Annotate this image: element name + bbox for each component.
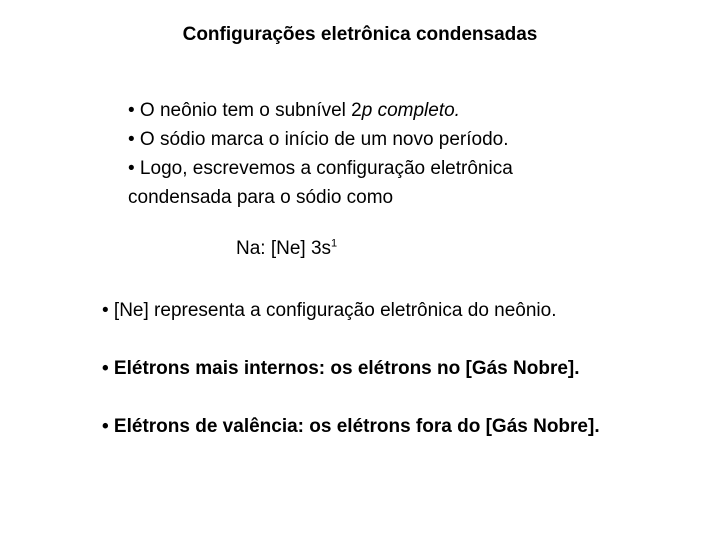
bullet-valence-electrons: • Elétrons de valência: os elétrons fora do [Gás Nobre]. [102, 416, 600, 437]
intro-text-block [128, 96, 688, 212]
formula-superscript: 1 [331, 237, 338, 250]
intro-line-3: • Logo, escrevemos a configuração eletrônica [128, 158, 513, 179]
intro-line-1-text: • O neônio tem o subnível 2 [128, 100, 362, 121]
intro-line-1-italic: p completo. [361, 100, 460, 121]
intro-line-1 [128, 96, 688, 125]
sodium-configuration [236, 238, 337, 260]
bullet-inner-electrons: • Elétrons mais internos: os elétrons no [Gás Nobre]. [102, 358, 580, 379]
intro-line-4: condensada para o sódio como [128, 187, 394, 208]
intro-line-2: • O sódio marca o início de um novo período. [128, 129, 509, 150]
bullet-ne-meaning: • [Ne] representa a configuração eletrônica do neônio. [102, 300, 557, 321]
slide-title: Configurações eletrônica condensadas [182, 24, 538, 45]
formula-base: Na: [Ne] 3s [236, 238, 332, 259]
